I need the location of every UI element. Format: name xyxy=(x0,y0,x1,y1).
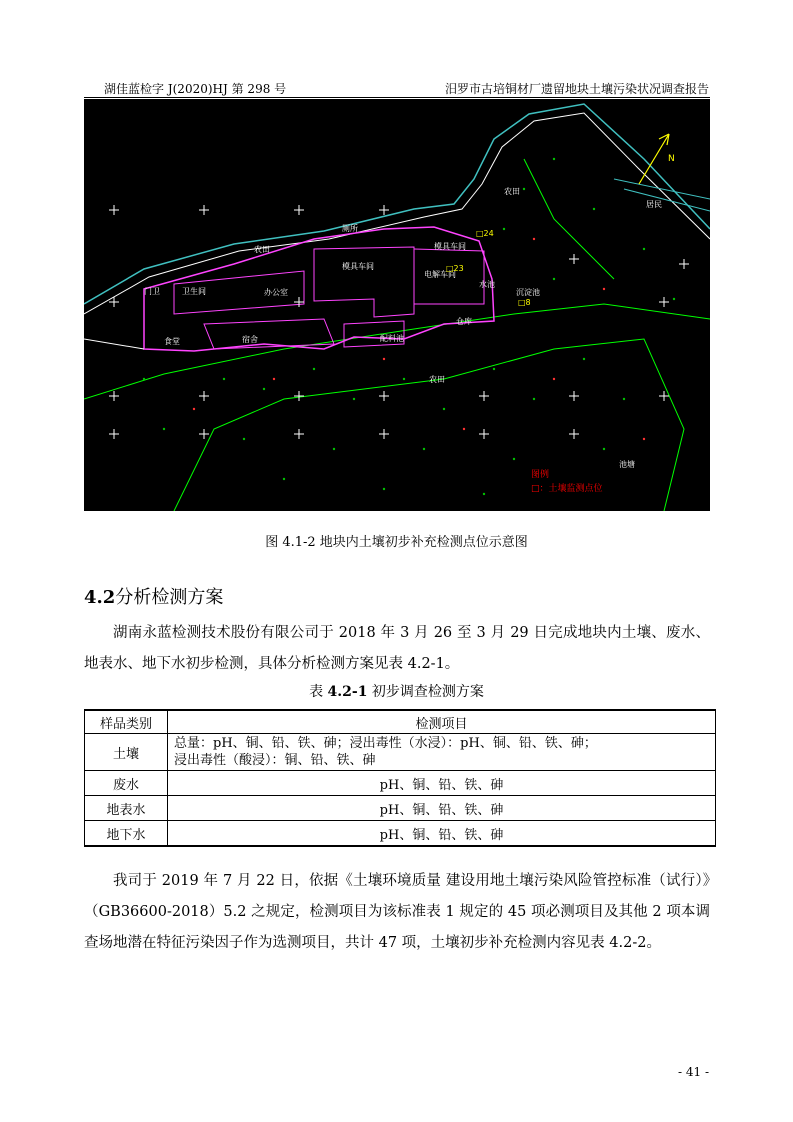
map-label-mould2: 模具车间 xyxy=(434,242,466,251)
sample-point-8: □8 xyxy=(518,298,531,307)
header-rule xyxy=(84,97,710,98)
map-label-gate: 门卫 xyxy=(144,287,160,296)
map-label-mould: 模具车间 xyxy=(342,262,374,271)
sample-point-24: □24 xyxy=(476,229,494,238)
map-label-canteen: 食堂 xyxy=(164,337,180,346)
row-items: pH、铜、铅、铁、砷 xyxy=(168,821,716,847)
map-label-mixing: 配料池 xyxy=(380,334,404,343)
paragraph-2: 我司于 2019 年 7 月 22 日，依据《土壤环境质量 建设用地土壤污染风险管控标准（试行）》（GB36600-2018）5.2 之规定，检测项目为该标准表 1 规定的 45 项必测项目及其他 2 项本调查场地潜在特征污染因子作为选测项目，共计 47 项，土壤初步补充检测内容见表 4.2-2。 xyxy=(84,873,710,951)
map-label-farm2: 农田 xyxy=(254,245,270,254)
header-right: 汨罗市古培铜材厂遗留地块土壤污染状况调查报告 xyxy=(444,82,709,96)
row-type: 土壤 xyxy=(85,734,168,771)
map-label-north: N xyxy=(668,154,675,164)
section-heading xyxy=(84,583,223,609)
map-label-water: 水池 xyxy=(479,280,495,289)
header-left: 湖佳蓝检字 J(2020)HJ 第 298 号 xyxy=(104,82,287,96)
map-label-dorm: 宿舍 xyxy=(242,335,258,344)
map-label-rest: 厕所 xyxy=(342,224,358,233)
table-row xyxy=(85,821,716,847)
section-title: 分析检测方案 xyxy=(115,587,224,608)
map-label-farm3: 农田 xyxy=(429,375,445,384)
table-header-row xyxy=(85,710,716,734)
table-row xyxy=(85,734,716,771)
legend-title: 图例 xyxy=(531,470,550,480)
row-type: 地表水 xyxy=(85,796,168,821)
figure-caption: 图 4.1-2 地块内土壤初步补充检测点位示意图 xyxy=(265,535,528,550)
row-type: 地下水 xyxy=(85,821,168,847)
map-label-farm1: 农田 xyxy=(504,187,520,196)
page-number: - 41 - xyxy=(677,1065,709,1079)
paragraph-1: 湖南永蓝检测技术股份有限公司于 2018 年 3 月 26 至 3 月 29 日完成地块内土壤、废水、地表水、地下水初步检测，具体分析检测方案见表 4.2-1。 xyxy=(84,625,710,672)
map-label-toilet: 卫生间 xyxy=(182,287,206,296)
table-caption xyxy=(0,681,793,701)
site-map xyxy=(84,99,710,511)
row-items xyxy=(168,734,716,771)
map-label-office: 办公室 xyxy=(264,288,288,297)
table-caption-title: 初步调查检测方案 xyxy=(367,684,484,700)
table-row xyxy=(85,771,716,796)
section-number: 4.2 xyxy=(84,587,116,608)
table-caption-number: 4.2-1 xyxy=(327,684,368,700)
map-label-resident: 居民 xyxy=(646,200,662,209)
legend-item: □：土壤监测点位 xyxy=(531,484,603,494)
row-type: 废水 xyxy=(85,771,168,796)
table-row xyxy=(85,796,716,821)
map-label-pond: 池塘 xyxy=(619,460,635,469)
row-items-line: 总量：pH、铜、铅、铁、砷；浸出毒性（水浸）：pH、铜、铅、铁、砷； xyxy=(174,736,597,751)
row-items: pH、铜、铅、铁、砷 xyxy=(168,796,716,821)
table-header-items: 检测项目 xyxy=(168,710,716,734)
row-items: pH、铜、铅、铁、砷 xyxy=(168,771,716,796)
table-header-type: 样品类别 xyxy=(85,710,168,734)
table-caption-prefix: 表 xyxy=(309,684,328,700)
row-items-line: 浸出毒性（酸浸）：铜、铅、铁、砷 xyxy=(174,753,376,768)
sample-point-23: □23 xyxy=(446,264,464,273)
map-label-warehouse: 仓库 xyxy=(456,317,472,326)
map-label-sediment: 沉淀池 xyxy=(516,288,540,297)
detection-plan-table xyxy=(84,709,716,847)
map-label-elec: 电解车间 xyxy=(424,270,456,279)
